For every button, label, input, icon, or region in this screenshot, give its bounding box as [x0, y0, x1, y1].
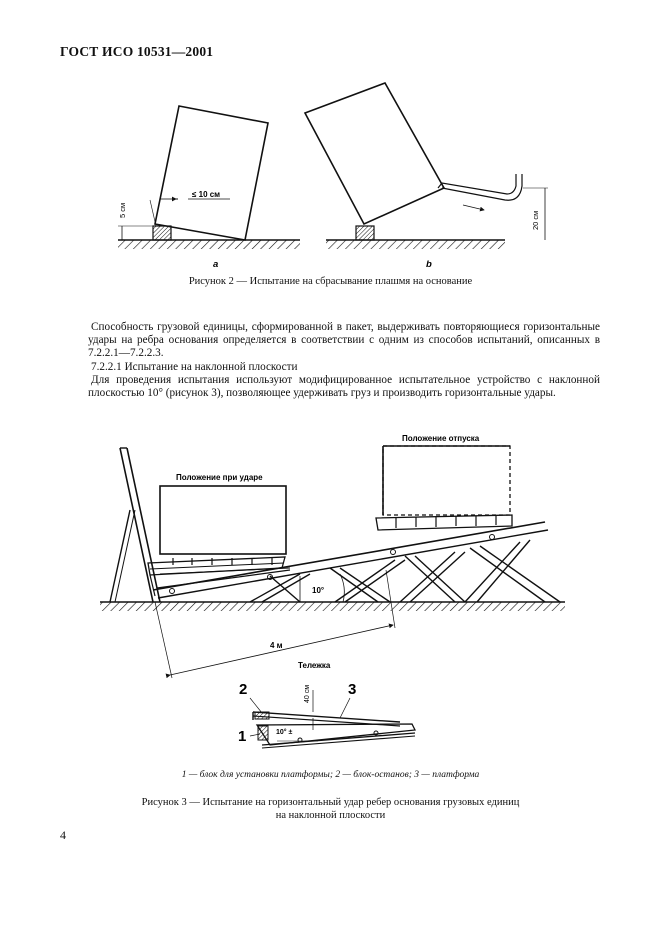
callout-2: 2	[239, 681, 248, 698]
trolley-label: Тележка	[298, 661, 331, 670]
support-block-b	[356, 226, 374, 240]
load-impact	[160, 486, 286, 554]
detail-angle: 10° ±	[276, 729, 293, 736]
figure-3-detail	[238, 661, 415, 748]
label-a: a	[213, 259, 219, 270]
dim-20cm: 20 см	[531, 210, 540, 230]
figure-2a	[118, 106, 300, 270]
section-heading: 7.2.2.1 Испытание на наклонной плоскости	[91, 360, 298, 373]
label-b: b	[426, 259, 432, 270]
length-4m: 4 м	[270, 641, 283, 650]
figure-2b	[305, 83, 548, 270]
support-block	[153, 226, 171, 240]
dim-40cm: 40 см	[304, 684, 311, 703]
figure-3-caption-2: на наклонной плоскости	[275, 810, 386, 821]
callout-1: 1	[238, 728, 247, 745]
dim-5cm: 5 см	[118, 202, 127, 218]
load-box-a	[155, 106, 268, 240]
figure-2-caption: Рисунок 2 — Испытание на сбрасывание плашмя на основание	[188, 276, 473, 287]
paragraph-1: Способность грузовой единицы, сформированной в пакет, выдерживать повторяющиеся горизонтальные удары на ребра основания определяется в соответствии с одним из способов испытаний, описанных в 7.2.2.1—7.2.2.3.	[88, 321, 600, 360]
body-text	[88, 321, 600, 400]
ground-hatch	[118, 240, 300, 249]
label-release-position: Положение отпуска	[402, 434, 480, 443]
load-box-b	[305, 83, 444, 224]
paragraph-2: Для проведения испытания используют модифицированное испытательное устройство с наклонной плоскостью 10° (рисунок 3), позволяющее удерживать груз и производить горизонтальные удары.	[88, 373, 600, 400]
page-number: 4	[60, 828, 66, 842]
figure-3-caption-1: Рисунок 3 — Испытание на горизонтальный удар ребер основания грузовых единиц	[141, 797, 520, 808]
callout-3: 3	[348, 681, 357, 698]
figure-3-main	[100, 430, 565, 678]
label-impact-position: Положение при ударе	[176, 473, 263, 482]
angle-10: 10°	[312, 586, 325, 595]
figure-3-legend: 1 — блок для установки платформы; 2 — блок-останов; 3 — платформа	[181, 770, 480, 780]
document-header: ГОСТ ИСО 10531—2001	[60, 44, 214, 59]
dim-10cm: ≤ 10 см	[192, 190, 221, 199]
load-release	[383, 446, 510, 515]
